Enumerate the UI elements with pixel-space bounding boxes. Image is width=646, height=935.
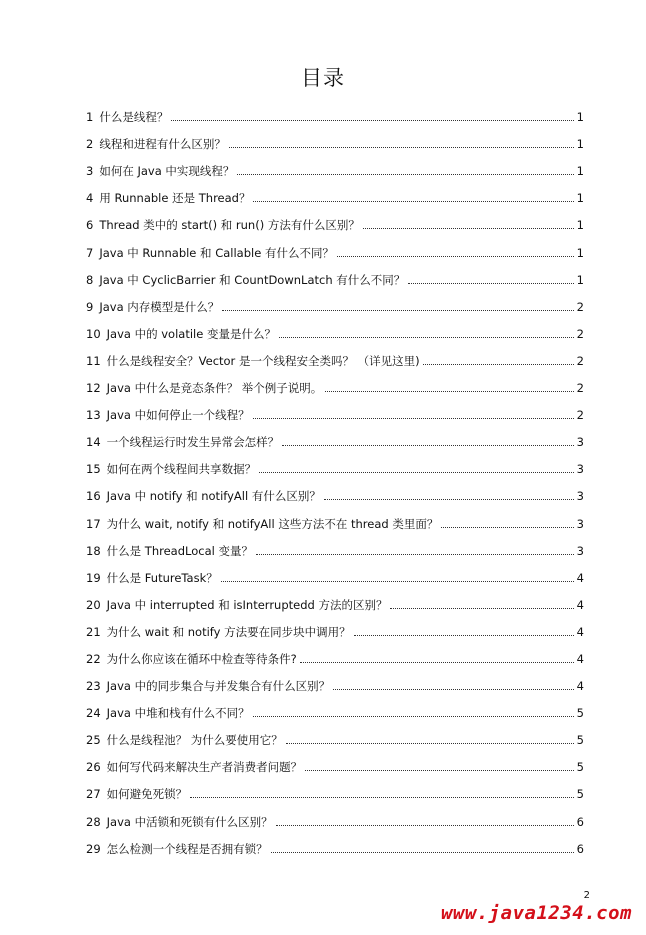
- toc-entry-number: 12: [86, 381, 101, 396]
- toc-entry[interactable]: [86, 585, 584, 612]
- toc-entry-page: 3: [576, 435, 584, 450]
- toc-entry[interactable]: [86, 747, 584, 774]
- toc-dot-leader: [190, 797, 574, 798]
- toc-entry-page: 1: [576, 191, 584, 206]
- toc-entry[interactable]: [86, 178, 584, 205]
- toc-entry-number: 27: [86, 787, 101, 802]
- toc-entry-title: Java 中什么是竞态条件？ 举个例子说明。: [106, 381, 323, 396]
- toc-dot-leader: [171, 120, 573, 121]
- toc-entry[interactable]: [86, 97, 584, 124]
- toc-entry-title: Java 中 CyclicBarrier 和 CountDownLatch 有什么不同？: [99, 272, 406, 287]
- toc-dot-leader: [441, 527, 573, 528]
- toc-entry-number: 3: [86, 164, 94, 179]
- toc-dot-leader: [324, 499, 574, 500]
- toc-entry-page: 5: [576, 787, 584, 802]
- toc-entry-number: 17: [86, 516, 101, 531]
- toc-dot-leader: [221, 581, 574, 582]
- toc-dot-leader: [229, 147, 574, 148]
- toc-entry-title: Java 中的同步集合与并发集合有什么区别？: [106, 679, 331, 694]
- toc-dot-leader: [259, 472, 574, 473]
- toc-entry-number: 25: [86, 733, 101, 748]
- toc-dot-leader: [279, 337, 574, 338]
- toc-dot-leader: [237, 174, 573, 175]
- toc-entry[interactable]: [86, 639, 584, 666]
- toc-dot-leader: [271, 852, 574, 853]
- toc-entry[interactable]: [86, 503, 584, 530]
- toc-entry-page: 3: [576, 516, 584, 531]
- toc-dot-leader: [300, 662, 574, 663]
- toc-entry-number: 22: [86, 651, 101, 666]
- toc-entry-title: 为什么 wait 和 notify 方法要在同步块中调用？: [106, 624, 351, 639]
- toc-entry[interactable]: [86, 531, 584, 558]
- toc-dot-leader: [253, 201, 573, 202]
- toc-entry[interactable]: [86, 395, 584, 422]
- page-number: 2: [583, 890, 590, 901]
- toc-entry-page: 6: [576, 841, 584, 856]
- toc-dot-leader: [256, 554, 574, 555]
- toc-entry[interactable]: [86, 720, 584, 747]
- toc-dot-leader: [253, 716, 574, 717]
- toc-entry[interactable]: [86, 449, 584, 476]
- toc-entry-number: 11: [86, 353, 101, 368]
- toc-entry[interactable]: [86, 801, 584, 828]
- toc-entry-title: 怎么检测一个线程是否拥有锁？: [106, 841, 268, 856]
- toc-entry-page: 1: [576, 272, 584, 287]
- toc-entry-number: 14: [86, 435, 101, 450]
- toc-dot-leader: [363, 228, 574, 229]
- toc-entry-page: 5: [576, 733, 584, 748]
- toc-entry-number: 9: [86, 299, 94, 314]
- toc-dot-leader: [423, 364, 574, 365]
- toc-entry-page: 3: [576, 543, 584, 558]
- toc-entry-number: 16: [86, 489, 101, 504]
- toc-entry-title: 如何在两个线程间共享数据？: [106, 462, 257, 477]
- toc-entry[interactable]: [86, 612, 584, 639]
- toc-entry-page: 1: [576, 245, 584, 260]
- toc-entry-page: 2: [576, 353, 584, 368]
- toc-entry-page: 5: [576, 760, 584, 775]
- toc-entry[interactable]: [86, 666, 584, 693]
- toc-dot-leader: [286, 743, 574, 744]
- toc-dot-leader: [253, 418, 574, 419]
- toc-dot-leader: [390, 608, 573, 609]
- toc-entry-number: 29: [86, 841, 101, 856]
- toc-entry-page: 1: [576, 164, 584, 179]
- toc-entry-page: 2: [576, 408, 584, 423]
- toc-entry-title: Java 中 notify 和 notifyAll 有什么区别？: [106, 489, 321, 504]
- toc-entry-page: 4: [576, 570, 584, 585]
- toc-entry-title: 什么是线程安全？Vector 是一个线程安全类吗？ （详见这里): [106, 353, 420, 368]
- toc-entry[interactable]: [86, 693, 584, 720]
- toc-entry-number: 19: [86, 570, 101, 585]
- toc-entry-page: 2: [576, 299, 584, 314]
- toc-entry-title: 如何写代码来解决生产者消费者问题？: [106, 760, 303, 775]
- toc-entry-title: Java 中 Runnable 和 Callable 有什么不同？: [99, 245, 334, 260]
- toc-entry-number: 4: [86, 191, 94, 206]
- toc-entry-title: Java 中 interrupted 和 isInterruptedd 方法的区别？: [106, 597, 388, 612]
- toc-entry-number: 24: [86, 706, 101, 721]
- toc-entry-page: 4: [576, 597, 584, 612]
- toc-entry-title: Java 中的 volatile 变量是什么？: [106, 326, 276, 341]
- toc-entry[interactable]: [86, 260, 584, 287]
- toc-entry[interactable]: [86, 422, 584, 449]
- toc-entry-title: 什么是 ThreadLocal 变量？: [106, 543, 253, 558]
- toc-entry-title: Java 中如何停止一个线程？: [106, 408, 250, 423]
- toc-entry[interactable]: [86, 232, 584, 259]
- toc-entry-title: 线程和进程有什么区别？: [99, 137, 226, 152]
- toc-entry-number: 2: [86, 137, 94, 152]
- toc-entry[interactable]: [86, 205, 584, 232]
- toc-entry-page: 6: [576, 814, 584, 829]
- toc-entry[interactable]: [86, 124, 584, 151]
- toc-entry-number: 20: [86, 597, 101, 612]
- toc-entry-page: 3: [576, 462, 584, 477]
- toc-entry-title: 为什么 wait, notify 和 notifyAll 这些方法不在 thread 类里面？: [106, 516, 439, 531]
- toc-entry-page: 2: [576, 381, 584, 396]
- toc-entry-number: 15: [86, 462, 101, 477]
- toc-entry-number: 21: [86, 624, 101, 639]
- toc-entry-page: 4: [576, 651, 584, 666]
- toc-entry-title: Java 中活锁和死锁有什么区别？: [106, 814, 273, 829]
- toc-entry-page: 1: [576, 110, 584, 125]
- toc-entry-page: 5: [576, 706, 584, 721]
- toc-entry-page: 4: [576, 624, 584, 639]
- toc-entry-number: 1: [86, 110, 94, 125]
- toc-entry[interactable]: [86, 151, 584, 178]
- toc-entry[interactable]: [86, 829, 584, 856]
- toc-entry-page: 1: [576, 137, 584, 152]
- toc-entry[interactable]: [86, 341, 584, 368]
- toc-entry-page: 2: [576, 326, 584, 341]
- toc-entry-title: 用 Runnable 还是 Thread？: [99, 191, 251, 206]
- toc-entry-number: 10: [86, 326, 101, 341]
- toc-entry-number: 8: [86, 272, 94, 287]
- toc-entry-title: 什么是 FutureTask？: [106, 570, 218, 585]
- toc-dot-leader: [305, 770, 574, 771]
- toc-dot-leader: [325, 391, 573, 392]
- toc-entry[interactable]: [86, 774, 584, 801]
- toc-entry-title: Java 中堆和栈有什么不同？: [106, 706, 250, 721]
- toc-entry-title: 如何避免死锁？: [106, 787, 188, 802]
- toc-entry[interactable]: [86, 314, 584, 341]
- toc-entry[interactable]: [86, 476, 584, 503]
- watermark-url: www.java1234.com: [440, 902, 632, 924]
- toc-entry[interactable]: [86, 558, 584, 585]
- toc-entry-number: 13: [86, 408, 101, 423]
- toc-dot-leader: [222, 310, 573, 311]
- toc-entry-number: 23: [86, 679, 101, 694]
- toc-entry-title: 如何在 Java 中实现线程？: [99, 164, 235, 179]
- toc-entry-title: 一个线程运行时发生异常会怎样？: [106, 435, 280, 450]
- toc-entry-title: 为什么你应该在循环中检查等待条件?: [106, 651, 297, 666]
- toc-entry-number: 7: [86, 245, 94, 260]
- toc-dot-leader: [354, 635, 574, 636]
- toc-entry-number: 6: [86, 218, 94, 233]
- toc-entry-number: 18: [86, 543, 101, 558]
- toc-entry-page: 4: [576, 679, 584, 694]
- page-title: 目录: [301, 66, 345, 90]
- toc-dot-leader: [276, 825, 574, 826]
- toc-dot-leader: [337, 256, 574, 257]
- toc-dot-leader: [408, 283, 573, 284]
- toc-entry-number: 28: [86, 814, 101, 829]
- toc-entry[interactable]: [86, 287, 584, 314]
- table-of-contents: [86, 97, 584, 856]
- toc-entry-title: Java 内存模型是什么？: [99, 299, 220, 314]
- toc-entry-page: 1: [576, 218, 584, 233]
- toc-dot-leader: [333, 689, 574, 690]
- toc-entry-number: 26: [86, 760, 101, 775]
- toc-entry-title: Thread 类中的 start() 和 run() 方法有什么区别？: [99, 218, 360, 233]
- toc-entry-title: 什么是线程池？ 为什么要使用它？: [106, 733, 283, 748]
- toc-dot-leader: [282, 445, 574, 446]
- toc-entry[interactable]: [86, 368, 584, 395]
- toc-entry-title: 什么是线程？: [99, 110, 169, 125]
- toc-entry-page: 3: [576, 489, 584, 504]
